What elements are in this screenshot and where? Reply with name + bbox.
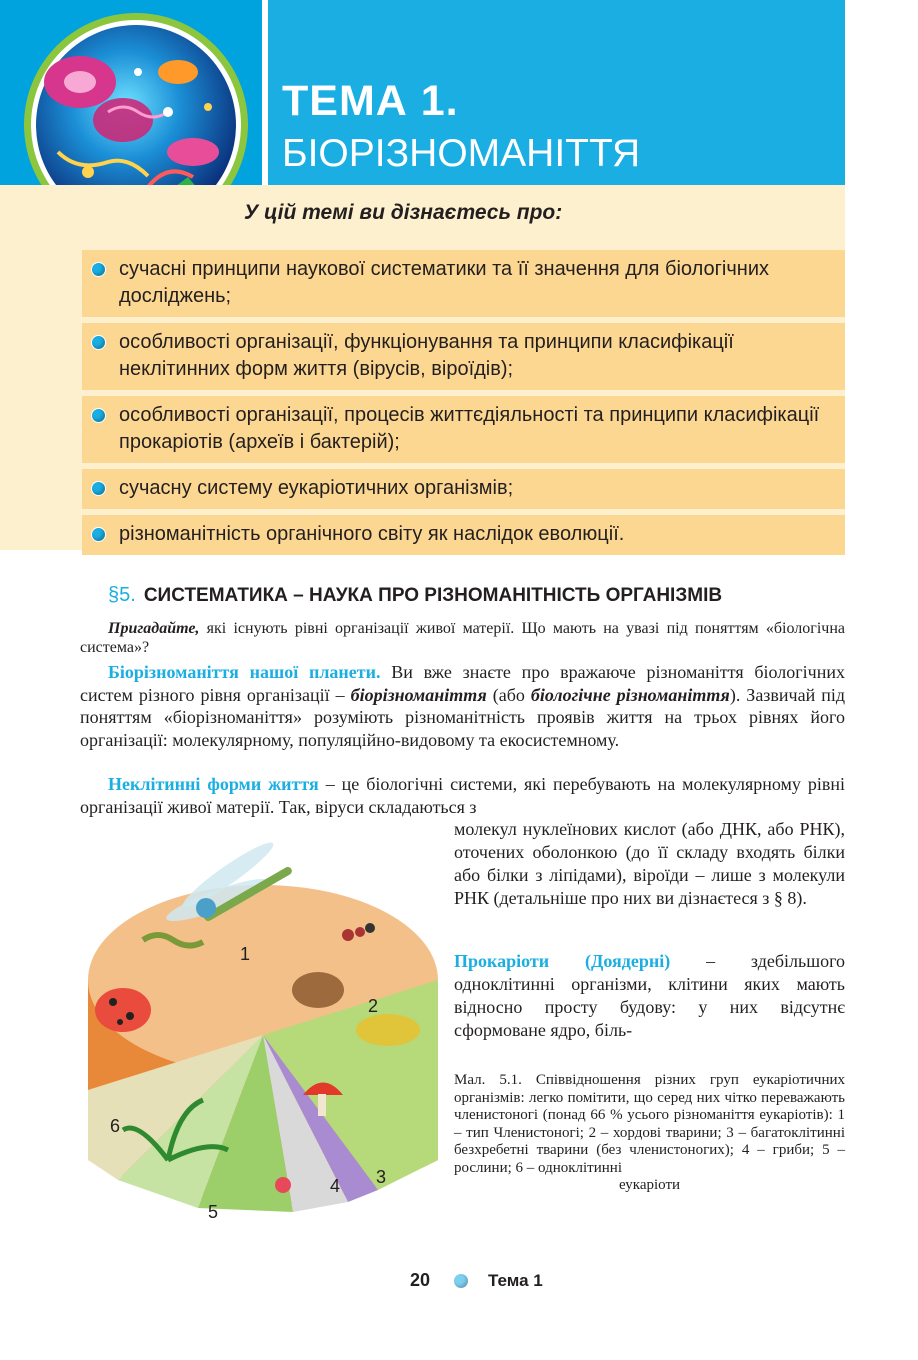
figure-label-6: 6 (110, 1116, 121, 1136)
figure-caption-last: еукаріоти (618, 1177, 681, 1193)
list-item-text: особливості організації, функціонування та принципи класифікації неклітинних форм життя (вірусів, віроїдів); (119, 331, 734, 380)
topic-name: БІОРІЗНОМАНІТТЯ (282, 132, 641, 175)
bullet-icon (92, 409, 105, 422)
list-item (82, 250, 845, 317)
figure-label-5: 5 (208, 1202, 219, 1222)
list-item-text: сучасні принципи наукової систематики та її значення для біологічних досліджень; (119, 258, 769, 307)
bullet-icon (92, 263, 105, 276)
section-title (108, 584, 722, 607)
ladybug-icon (95, 988, 151, 1032)
list-item-text: різноманітність органічного світу як наслідок еволюції. (119, 523, 625, 545)
figure-label-2: 2 (368, 996, 379, 1016)
bullet-icon (454, 1274, 468, 1288)
list-item (82, 515, 845, 555)
learn-list (82, 250, 845, 561)
page-footer (0, 1268, 918, 1298)
flower-icon (275, 1177, 291, 1193)
term-prokaryotes: Прокаріоти (Доядерні) (454, 951, 671, 971)
bullet-icon (92, 482, 105, 495)
bullet-icon (92, 528, 105, 541)
section-number: §5. (108, 584, 136, 606)
term-noncellular: Неклітинні форми життя (108, 774, 319, 794)
figure-label-4: 4 (330, 1176, 341, 1196)
bird-icon (356, 1014, 420, 1046)
footer-topic: Тема 1 (488, 1271, 543, 1290)
learn-heading: У цій темі ви дізнаєтесь про: (244, 201, 563, 224)
recall-text: які існують рівні організації живої матерії. Що мають на увазі під поняттям «біологічна система»? (80, 620, 845, 656)
figure-label-3: 3 (376, 1167, 387, 1187)
list-item (82, 469, 845, 509)
eukaryote-diversity-figure (78, 830, 448, 1225)
figure-label-1: 1 (240, 944, 251, 964)
paragraph-prokaryotes: Прокаріоти (Доядерні) – здебільшого одноклітинні організми, клітини яких мають відносно просту будову: у них відсутнє сформоване ядро, біль- (454, 951, 845, 1040)
list-item (82, 323, 845, 390)
figure-caption: Мал. 5.1. Співвідношення різних груп еукаріотичних організмів: легко помітити, що серед них чітко переважають членистоногі (понад 66 % усього різноманіття еукаріотів): 1 – тип Членистоногі; 2 – хордові тварини; 3 – багатоклітинні безхребетні тварини (без членистоногих); 4 – гриби; 5 – рослини; 6 – одноклітинні еукаріоти (454, 1072, 845, 1193)
paragraph-biodiversity: Біорізноманіття нашої планети. Ви вже знаєте про вражаюче різноманіття біологічних систем різного рівня організації – біорізноманіття (або біологічне різноманіття). Зазвичай під поняттям «біорізноманіття» розуміють різноманітність проявів життя на трьох рівнях його організації: молекулярному, популяційно-видовому та екосистемному. (80, 662, 845, 750)
bullet-icon (92, 336, 105, 349)
paragraph-noncellular: Неклітинні форми життя – це біологічні системи, які перебувають на молекулярному рівні організації живої матерії. Так, віруси складаються з (80, 774, 845, 817)
paragraph-viruses-cont: молекул нуклеїнових кислот (або ДНК, або РНК), оточених оболонкою (до її складу входять білки або білки з ліпідами), віроїди – лише з молекули РНК (детальніше про них ви дізнаєтеся з § 8). (454, 819, 845, 908)
page-number: 20 (410, 1270, 431, 1290)
section-title-text: СИСТЕМАТИКА – НАУКА ПРО РІЗНОМАНІТНІСТЬ ОРГАНІЗМІВ (143, 585, 723, 606)
list-item-text: особливості організації, процесів життєдіяльності та принципи класифікації прокаріотів (археїв і бактерій); (119, 404, 820, 453)
list-item (82, 396, 845, 463)
recall-lead: Пригадайте, (108, 620, 200, 637)
list-item-text: сучасну систему еукаріотичних організмів; (119, 477, 514, 499)
topic-label: ТЕМА 1. (282, 77, 459, 125)
term-biodiversity: Біорізноманіття нашої планети. (108, 662, 381, 682)
chipmunk-icon (292, 972, 344, 1008)
recall-paragraph (80, 619, 845, 657)
